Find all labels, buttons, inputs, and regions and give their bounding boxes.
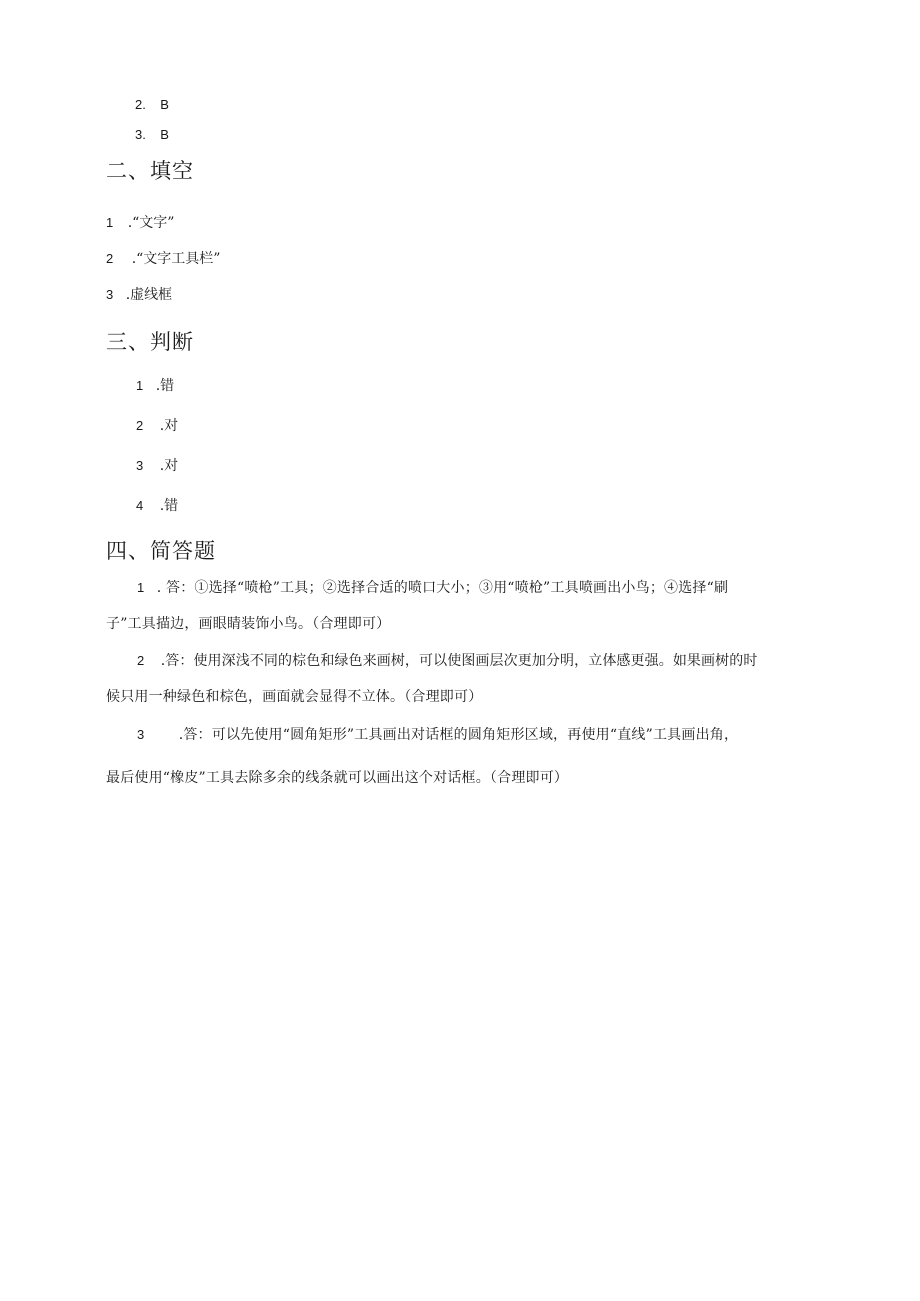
item-text: .错 (159, 498, 179, 514)
item-number: 2 (137, 653, 145, 668)
section-heading-short: 四、简答题 (106, 539, 216, 563)
item-number: 3 (136, 458, 144, 473)
item-number: 3. (135, 127, 146, 142)
judge-item (136, 457, 178, 475)
short-answer-line: 子”工具描边，画眼睛装饰小鸟。（合理即可） (106, 616, 391, 632)
item-answer: B (160, 97, 169, 112)
item-number: 3 (137, 727, 145, 742)
fill-item (106, 250, 220, 268)
item-number: 2 (106, 251, 114, 266)
item-number: 1 (136, 378, 144, 393)
item-number: 1 (137, 580, 145, 595)
judge-item (136, 417, 178, 435)
item-text: .“文字” (127, 215, 175, 231)
short-answer-line (137, 579, 728, 597)
short-answer-line (137, 652, 757, 670)
judge-item (136, 497, 178, 515)
item-number: 3 (106, 287, 114, 302)
item-text: .答：可以先使用“圆角矩形”工具画出对话框的圆角矩形区域，再使用“直线”工具画出角， (178, 727, 739, 743)
section-heading-fill: 二、填空 (106, 159, 194, 183)
item-text: .“文字工具栏” (131, 251, 221, 267)
item-text: .错 (155, 378, 175, 394)
item-text: .答：使用深浅不同的棕色和绿色来画树，可以使图画层次更加分明，立体感更强。如果画树的时 (160, 653, 758, 669)
item-number: 2. (135, 97, 146, 112)
item-text: . 答：①选择“喷枪”工具；②选择合适的喷口大小；③用“喷枪”工具喷画出小鸟；④选择“刷 (156, 580, 729, 596)
short-answer-line: 最后使用“橡皮”工具去除多余的线条就可以画出这个对话框。（合理即可） (106, 770, 569, 786)
fill-item (106, 286, 172, 304)
item-number: 2 (136, 418, 144, 433)
item-number: 4 (136, 498, 144, 513)
choice-item (135, 126, 169, 144)
item-text: .对 (159, 458, 179, 474)
item-text: .对 (159, 418, 179, 434)
section-heading-judge: 三、判断 (106, 330, 194, 354)
item-answer: B (160, 127, 169, 142)
short-answer-line (137, 726, 738, 744)
judge-item (136, 377, 174, 395)
item-number: 1 (106, 215, 114, 230)
fill-item (106, 214, 174, 232)
short-answer-line: 候只用一种绿色和棕色，画面就会显得不立体。（合理即可） (106, 689, 483, 705)
item-text: .虚线框 (125, 287, 173, 303)
choice-item (135, 96, 169, 114)
